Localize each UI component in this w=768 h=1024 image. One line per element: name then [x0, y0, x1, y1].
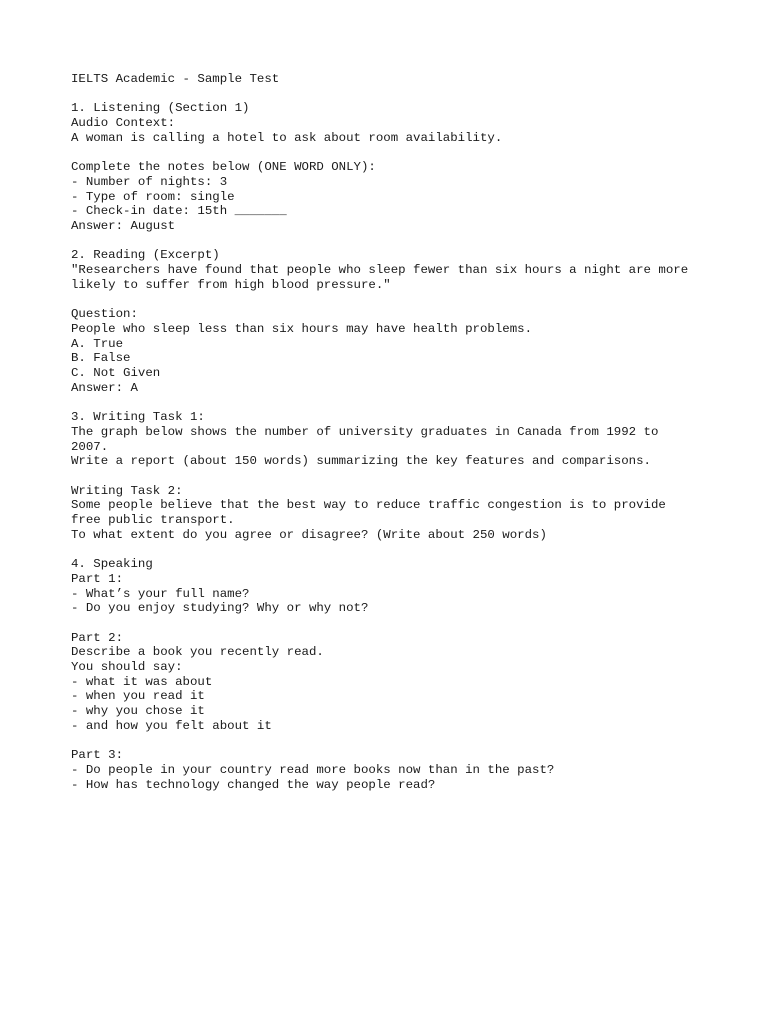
spacer [71, 87, 731, 102]
speaking-part2-label: Part 2: [71, 630, 124, 645]
spacer [71, 616, 731, 631]
speaking-part1-item: - What’s your full name? [71, 586, 250, 601]
listening-heading: 1. Listening (Section 1) [71, 101, 250, 116]
spacer [71, 293, 731, 308]
listening-instruction: Complete the notes below (ONE WORD ONLY): [71, 160, 376, 175]
reading-heading: 2. Reading (Excerpt) [71, 248, 220, 263]
spacer [71, 469, 731, 484]
speaking-part3-label: Part 3: [71, 748, 124, 763]
spacer [71, 234, 731, 249]
writing-task2-line: free public transport. [71, 513, 235, 527]
spacer [71, 395, 731, 410]
writing-task2-heading: Writing Task 2: [71, 483, 183, 498]
speaking-part3-item: - How has technology changed the way people read? [71, 777, 436, 792]
listening-answer: Answer: August [71, 219, 176, 233]
speaking-part1-item: - Do you enjoy studying? Why or why not? [71, 601, 369, 616]
document-page [71, 72, 731, 792]
reading-question: People who sleep less than six hours may have health problems. [71, 321, 533, 336]
speaking-part2-item: - when you read it [71, 689, 205, 704]
audio-context-label: Audio Context: [71, 116, 176, 131]
spacer [71, 146, 731, 161]
reading-question-label: Question: [71, 307, 138, 322]
writing-task1-line: 2007. [71, 439, 109, 454]
speaking-part2-item: - why you chose it [71, 704, 205, 719]
writing-task2-line: To what extent do you agree or disagree? (Write about 250 words) [71, 527, 547, 542]
audio-context-text: A woman is calling a hotel to ask about room availability. [71, 130, 503, 145]
speaking-part3-item: - Do people in your country read more books now than in the past? [71, 762, 555, 777]
spacer [71, 734, 731, 749]
writing-task1-line: Write a report (about 150 words) summarizing the key features and comparisons. [71, 454, 651, 469]
speaking-part2-say: You should say: [71, 660, 183, 674]
speaking-part1-label: Part 1: [71, 571, 124, 586]
note-item: - Type of room: single [71, 189, 235, 204]
reading-option: C. Not Given [71, 366, 161, 380]
writing-task1-line: The graph below shows the number of university graduates in Canada from 1992 to [71, 424, 659, 439]
reading-excerpt-line: likely to suffer from high blood pressure." [71, 277, 391, 292]
reading-option: A. True [71, 336, 124, 351]
writing-task1-heading: 3. Writing Task 1: [71, 410, 205, 425]
note-item: - Check-in date: 15th _______ [71, 204, 287, 219]
reading-answer: Answer: A [71, 380, 138, 395]
speaking-part2-prompt: Describe a book you recently read. [71, 645, 324, 660]
speaking-part2-item: - what it was about [71, 674, 213, 689]
note-item: - Number of nights: 3 [71, 174, 228, 189]
spacer [71, 542, 731, 557]
writing-task2-line: Some people believe that the best way to reduce traffic congestion is to provide [71, 498, 666, 513]
reading-excerpt-line: "Researchers have found that people who sleep fewer than six hours a night are more [71, 263, 689, 278]
speaking-part2-item: - and how you felt about it [71, 718, 272, 733]
document-title: IELTS Academic - Sample Test [71, 72, 280, 86]
reading-option: B. False [71, 351, 131, 366]
speaking-heading: 4. Speaking [71, 557, 153, 572]
